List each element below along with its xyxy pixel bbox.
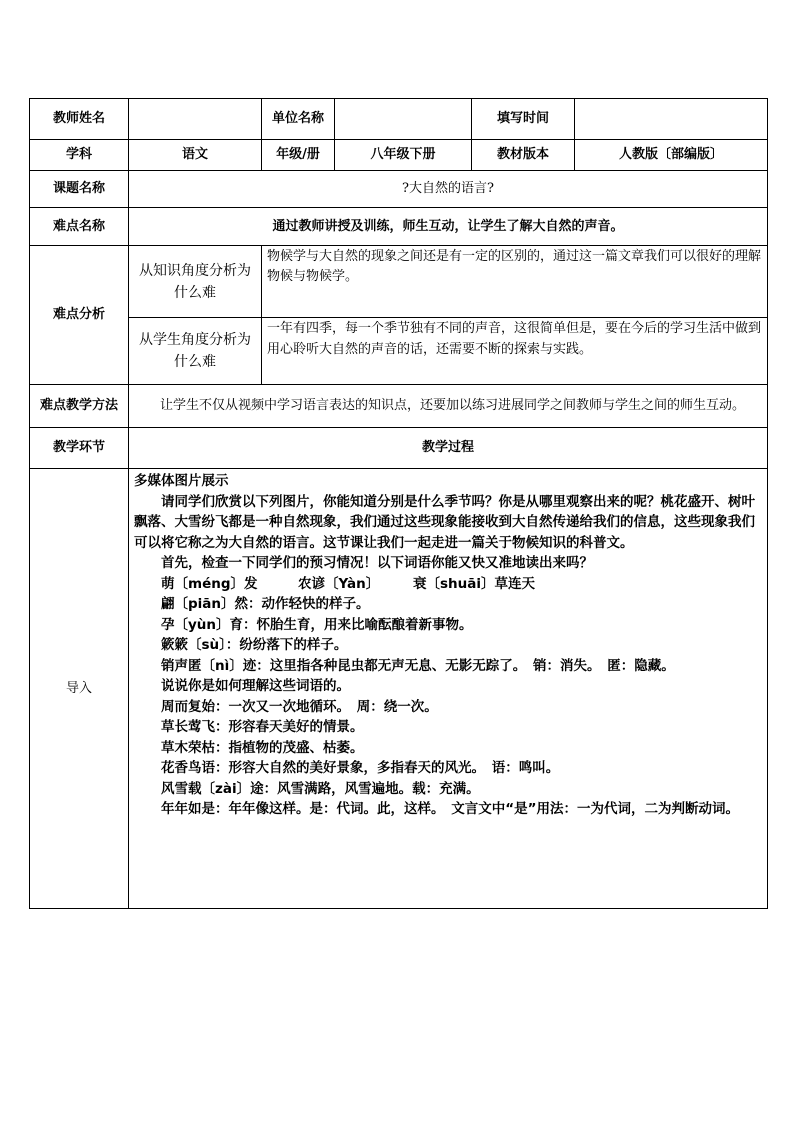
- analysis-label: 难点分析: [30, 246, 129, 385]
- analysis-student-row: [30, 318, 768, 385]
- subject-label: 学科: [30, 140, 129, 171]
- analysis-knowledge-row: [30, 246, 768, 318]
- intro-line: 请同学们欣赏以下列图片，你能知道分别是什么季节吗？你是从哪里观察出来的呢？桃花盛开、树叶飘落、大雪纷飞都是一种自然现象，我们通过这些现象能接收到大自然传递给我们的信息，这些现象我们可以将它称之为大自然的语言。这节课让我们一起走进一篇关于物候知识的科普文。: [134, 493, 755, 551]
- subject-row: [30, 140, 768, 171]
- vocab-line: 萌〔méng〕发 农谚〔Yàn〕 衰〔shuāi〕草连天: [161, 575, 535, 592]
- header-row: [30, 99, 768, 140]
- lesson-plan-table: [29, 98, 768, 909]
- student-angle-label: 从学生角度分析为什么难: [129, 318, 262, 385]
- knowledge-angle-label: 从知识角度分析为什么难: [129, 246, 262, 318]
- difficulty-row: [30, 208, 768, 246]
- intro-line: 说说你是如何理解这些词语的。: [161, 678, 350, 694]
- time-label: 填写时间: [472, 99, 575, 140]
- unit-value: [335, 99, 472, 140]
- intro-content: [129, 469, 768, 909]
- process-title: 教学过程: [129, 428, 768, 469]
- method-text: 让学生不仅从视频中学习语言表达的知识点，还要加以练习进展同学之间教师与学生之间的师生互动。: [129, 385, 768, 428]
- vocab-line: 风雪载〔zài〕途：风雪满路，风雪遍地。载：充满。: [161, 780, 480, 797]
- vocab-line: 花香鸟语：形容大自然的美好景象，多指春天的风光。 语：鸣叫。: [161, 760, 560, 776]
- topic-value: ?大自然的语言?: [129, 171, 768, 208]
- topic-label: 课题名称: [30, 171, 129, 208]
- subject-value: 语文: [129, 140, 262, 171]
- student-angle-text: 一年有四季，每一个季节独有不同的声音，这很简单但是，要在今后的学习生活中做到用心聆听大自然的声音的话，还需要不断的探索与实践。: [262, 318, 768, 385]
- grade-label: 年级/册: [262, 140, 335, 171]
- method-row: [30, 385, 768, 428]
- vocab-line: 草木荣枯：指植物的茂盛、枯萎。: [161, 739, 364, 756]
- intro-line: 多媒体图片展示: [134, 473, 229, 489]
- vocab-line: 孕〔yùn〕育：怀胎生育，用来比喻酝酿着新事物。: [161, 616, 473, 633]
- teacher-label: 教师姓名: [30, 99, 129, 140]
- knowledge-angle-text: 物候学与大自然的现象之间还是有一定的区别的，通过这一篇文章我们可以很好的理解物候与物候学。: [262, 246, 768, 318]
- unit-label: 单位名称: [262, 99, 335, 140]
- intro-line: 首先，检查一下同学们的预习情况！以下词语你能又快又准地读出来吗？: [161, 555, 593, 571]
- vocab-line: 翩〔piān〕然：动作轻快的样子。: [161, 596, 370, 612]
- difficulty-value: 通过教师讲授及训练，师生互动，让学生了解大自然的声音。: [129, 208, 768, 246]
- intro-row: [30, 469, 768, 909]
- process-stage-label: 教学环节: [30, 428, 129, 469]
- vocab-line: 销声匿〔nì〕迹：这里指各种昆虫都无声无息、无影无踪了。 销：消失。 匿：隐藏。: [161, 657, 675, 674]
- vocab-line: 簌簌〔sù〕：纷纷落下的样子。: [161, 637, 348, 653]
- topic-row: [30, 171, 768, 208]
- teacher-value: [129, 99, 262, 140]
- method-label: 难点教学方法: [30, 385, 129, 428]
- time-value: [575, 99, 768, 140]
- vocab-line: 周而复始：一次又一次地循环。 周：绕一次。: [161, 698, 438, 715]
- process-header-row: [30, 428, 768, 469]
- grade-value: 八年级下册: [335, 140, 472, 171]
- difficulty-label: 难点名称: [30, 208, 129, 246]
- intro-label: 导入: [30, 469, 129, 909]
- vocab-line: 年年如是：年年像这样。是：代词。此，这样。 文言文中“是”用法：一为代词，二为判断动词。: [161, 801, 739, 817]
- vocab-line: 草长莺飞：形容春天美好的情景。: [161, 719, 364, 735]
- edition-label: 教材版本: [472, 140, 575, 171]
- edition-value: 人教版〔部编版〕: [575, 140, 768, 171]
